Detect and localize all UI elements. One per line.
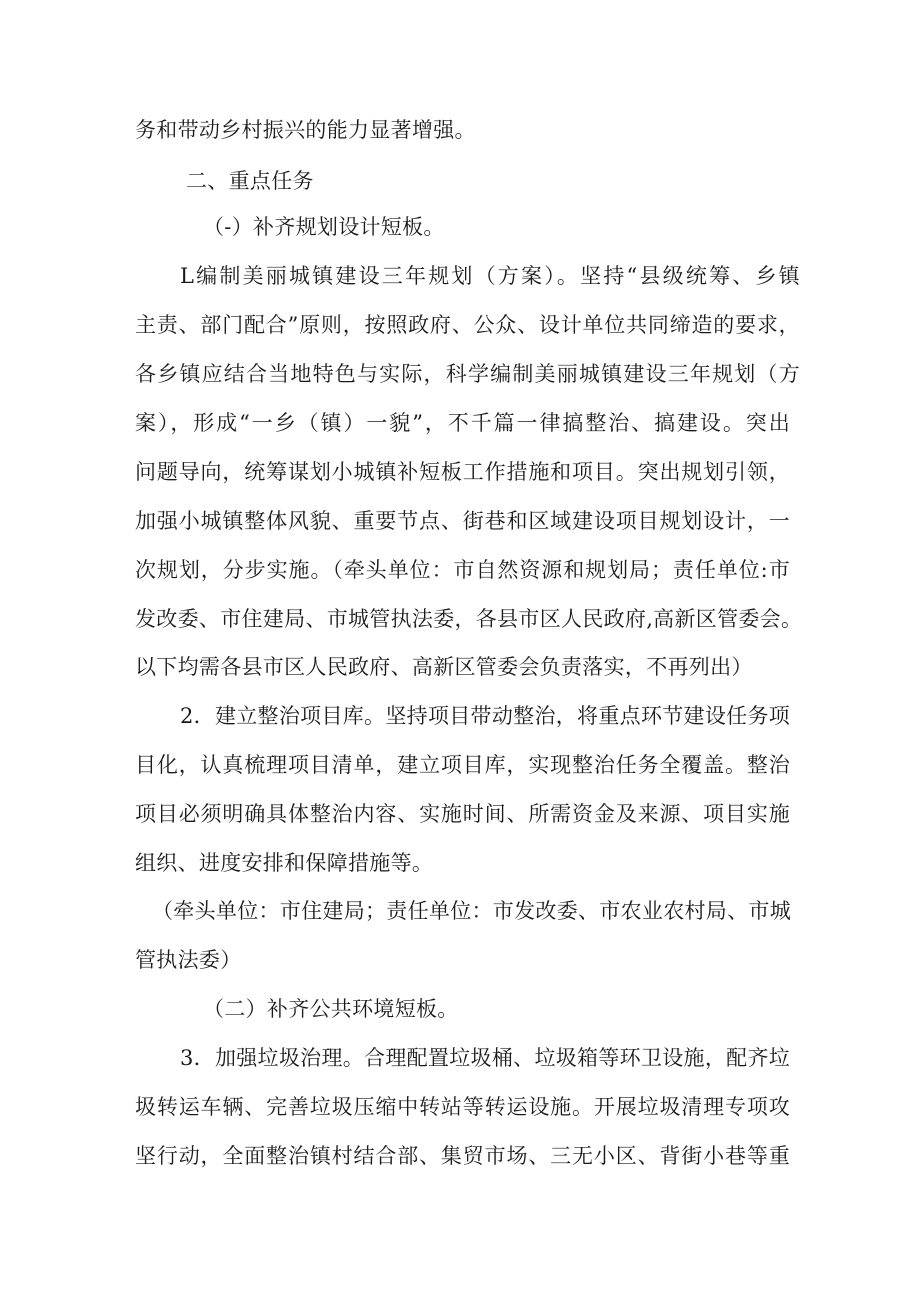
paragraph-line: 案），形成“一乡（镇）一貌”，不千篇一律搞整治、搞建设。突出 [135,411,790,435]
paragraph-line: （牵头单位：市住建局；责任单位：市发改委、市农业农村局、市城 [152,899,791,923]
paragraph-line: 坚行动，全面整治镇村结合部、集贸市场、三无小区、背街小巷等重 [135,1144,790,1168]
subsection-heading: （二）补齐公共环境短板。 [203,997,459,1021]
paragraph-line: 次规划，分步实施。（牵头单位：市自然资源和规划局；责任单位:市 [135,558,790,582]
subsection-heading: （-）补齐规划设计短板。 [203,215,445,239]
paragraph-line: 目化，认真梳理项目清单，建立项目库，实现整治任务全覆盖。整治 [135,753,790,777]
section-heading: 二、重点任务 [186,169,314,193]
paragraph-line: 各乡镇应结合当地特色与实际，科学编制美丽城镇建设三年规划（方 [135,362,800,386]
paragraph-line: 3．加强垃圾治理。合理配置垃圾桶、垃圾箱等环卫设施，配齐垃 [180,1046,791,1070]
paragraph-line: 组织、进度安排和保障措施等。 [135,851,434,875]
paragraph-line: 发改委、市住建局、市城管执法委，各县市区人民政府,高新区管委会。 [135,607,803,631]
paragraph-line: 管执法委） [135,948,242,972]
paragraph-line: 加强小城镇整体风貌、重要节点、街巷和区域建设项目规划设计，一 [135,509,790,533]
paragraph-line: 圾转运车辆、完善垃圾压缩中转站等转运设施。开展垃圾清理专项攻 [135,1095,790,1119]
paragraph-line: 务和带动乡村振兴的能力显著增强。 [135,118,476,142]
paragraph-line: 主责、部门配合”原则，按照政府、公众、设计单位共同缔造的要求， [135,313,800,337]
paragraph-line: 以下均需各县市区人民政府、高新区管委会负责落实，不再列出） [135,655,753,679]
paragraph-line: L编制美丽城镇建设三年规划（方案）。坚持“县级统筹、乡镇 [180,264,800,288]
paragraph-line: 2．建立整治项目库。坚持项目带动整治，将重点环节建设任务项 [180,704,791,728]
paragraph-line: 问题导向，统筹谋划小城镇补短板工作措施和项目。突出规划引领， [135,460,790,484]
paragraph-line: 项目必须明确具体整治内容、实施时间、所需资金及来源、项目实施 [135,802,790,826]
